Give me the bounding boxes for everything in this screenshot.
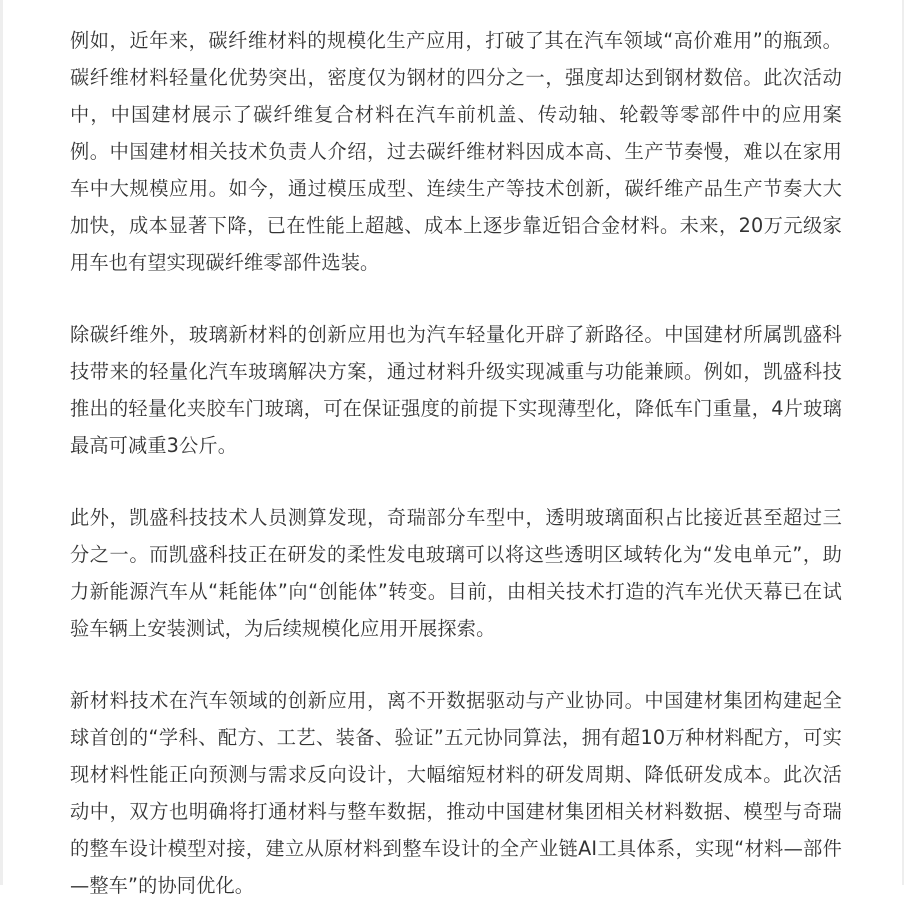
article-body bbox=[70, 22, 842, 904]
paragraph-solar-glass: 此外，凯盛科技技术人员测算发现，奇瑞部分车型中，透明玻璃面积占比接近甚至超过三分之一。而凯盛科技正在研发的柔性发电玻璃可以将这些透明区域转化为“发电单元”，助力新能源汽车从“耗能体”向“创能体”转变。目前，由相关技术打造的汽车光伏天幕已在试验车辆上安装测试，为后续规模化应用开展探索。 bbox=[70, 506, 842, 640]
paragraph-glass-materials: 除碳纤维外，玻璃新材料的创新应用也为汽车轻量化开辟了新路径。中国建材所属凯盛科技带来的轻量化汽车玻璃解决方案，通过材料升级实现减重与功能兼顾。例如，凯盛科技推出的轻量化夹胶车门玻璃，可在保证强度的前提下实现薄型化，降低车门重量，4片玻璃最高可减重3公斤。 bbox=[70, 323, 842, 457]
paragraph-data-collaboration: 新材料技术在汽车领域的创新应用，离不开数据驱动与产业协同。中国建材集团构建起全球首创的“学科、配方、工艺、装备、验证”五元协同算法，拥有超10万种材料配方，可实现材料性能正向预测与需求反向设计，大幅缩短材料的研发周期、降低研发成本。此次活动中，双方也明确将打通材料与整车数据，推动中国建材集团相关材料数据、模型与奇瑞的整车设计模型对接，建立从原材料到整车设计的全产业链AI工具体系，实现“材料—部件—整车”的协同优化。 bbox=[70, 689, 842, 897]
paragraph-carbon-fiber: 例如，近年来，碳纤维材料的规模化生产应用，打破了其在汽车领域“高价难用”的瓶颈。碳纤维材料轻量化优势突出，密度仅为钢材的四分之一，强度却达到钢材数倍。此次活动中，中国建材展示了碳纤维复合材料在汽车前机盖、传动轴、轮毂等零部件中的应用案例。中国建材相关技术负责人介绍，过去碳纤维材料因成本高、生产节奏慢，难以在家用车中大规模应用。如今，通过模压成型、连续生产等技术创新，碳纤维产品生产节奏大大加快，成本显著下降，已在性能上超越、成本上逐步靠近铝合金材料。未来，20万元级家用车也有望实现碳纤维零部件选装。 bbox=[70, 29, 842, 274]
left-border bbox=[0, 0, 3, 885]
